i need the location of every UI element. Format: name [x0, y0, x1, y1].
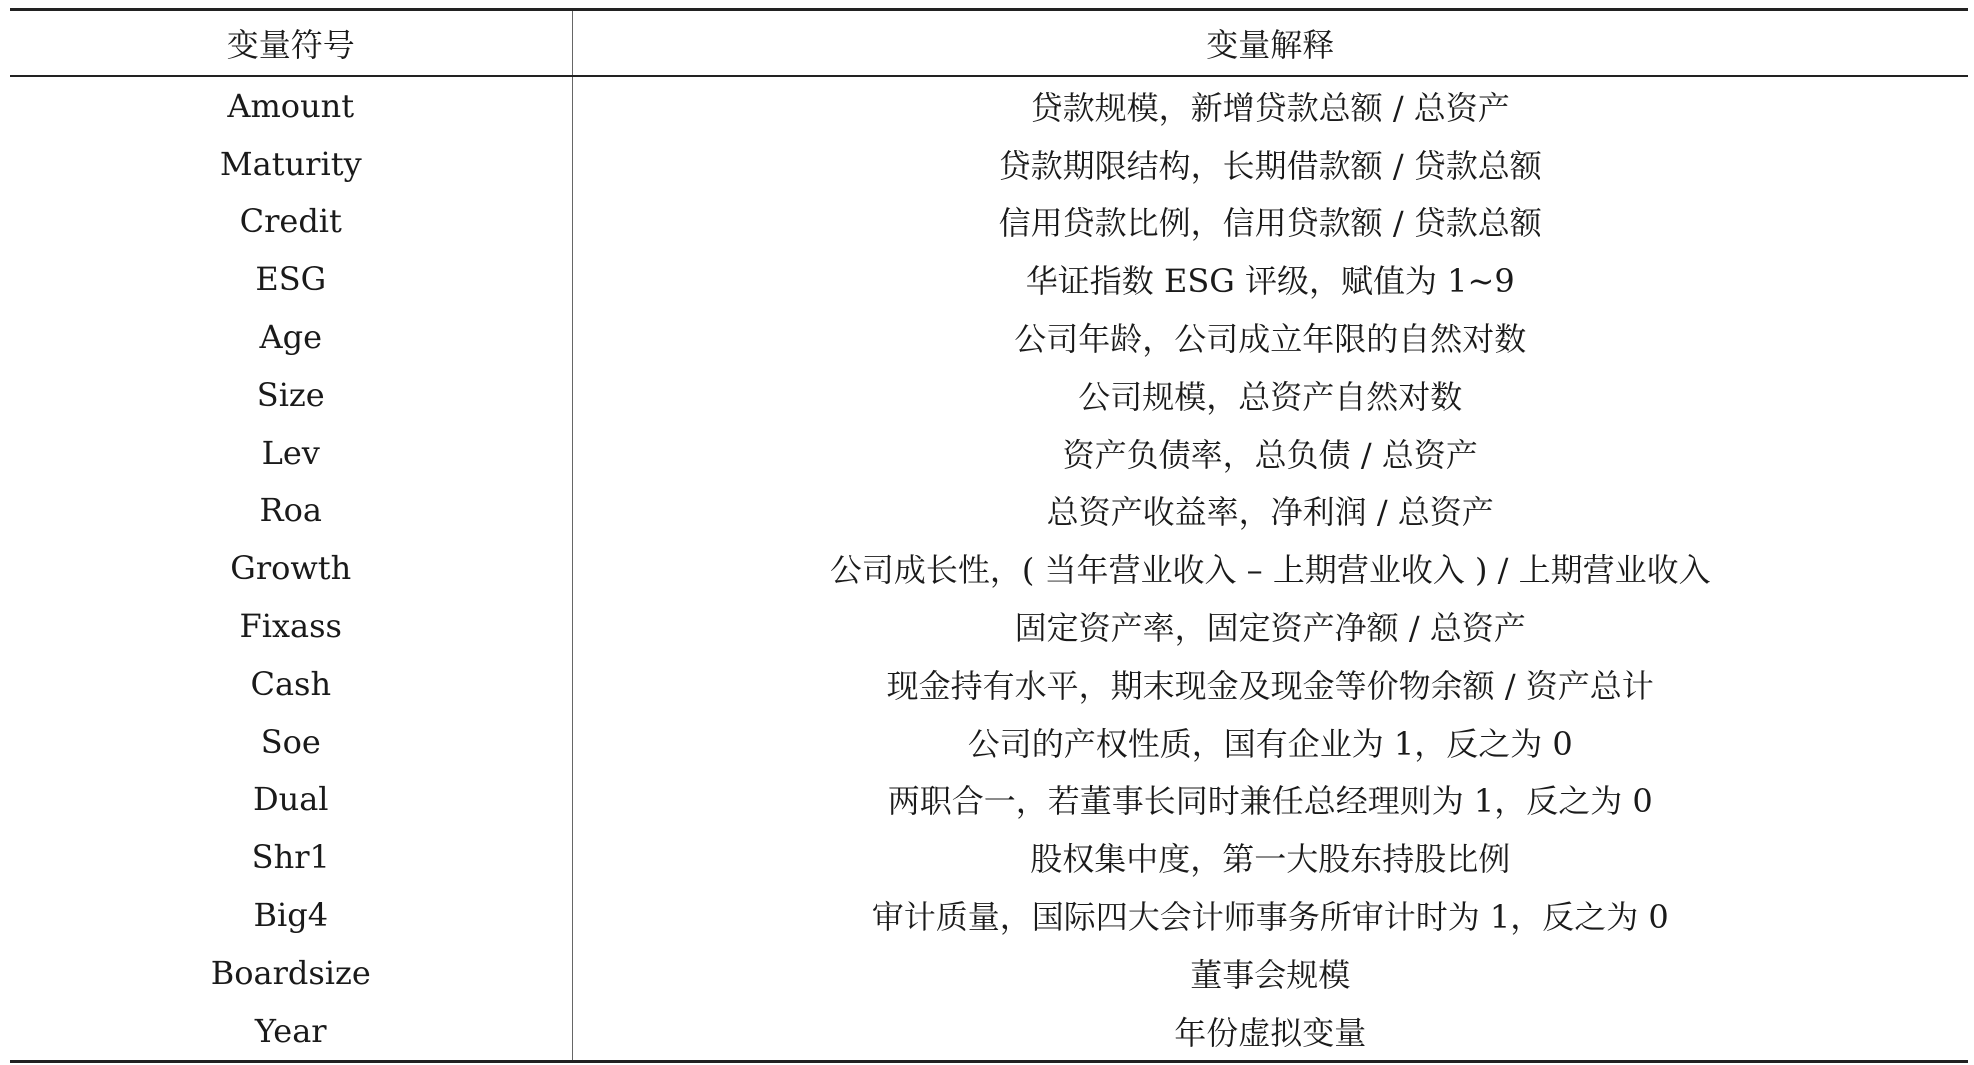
table-row: [10, 944, 1968, 1002]
cell-explanation: 华证指数 ESG 评级，赋值为 1~9: [1025, 262, 1515, 301]
cell-explanation: 固定资产率，固定资产净额 / 总资产: [1014, 609, 1526, 648]
table-row: [10, 76, 1968, 135]
table-row: [10, 771, 1968, 829]
cell-explanation: 公司的产权性质，国有企业为 1，反之为 0: [967, 724, 1573, 763]
cell-symbol: Shr1: [10, 828, 572, 886]
table-row: [10, 366, 1968, 424]
table-row: [10, 135, 1968, 193]
table-row: [10, 828, 1968, 886]
cell-explanation: 审计质量，国际四大会计师事务所审计时为 1，反之为 0: [871, 898, 1669, 937]
table-row: [10, 482, 1968, 540]
cell-explanation: 公司规模，总资产自然对数: [1078, 377, 1463, 416]
cell-symbol: Credit: [10, 193, 572, 251]
cell-symbol: Boardsize: [10, 944, 572, 1002]
cell-symbol: Big4: [10, 886, 572, 944]
cell-symbol: Maturity: [10, 135, 572, 193]
table-row: [10, 308, 1968, 366]
cell-explanation: 资产负债率，总负债 / 总资产: [1062, 435, 1478, 474]
cell-symbol: Dual: [10, 771, 572, 829]
table-row: [10, 597, 1968, 655]
header-row: [10, 10, 1968, 77]
cell-symbol: Lev: [10, 424, 572, 482]
cell-explanation: 年份虚拟变量: [572, 1002, 1968, 1061]
cell-symbol: Age: [10, 308, 572, 366]
cell-symbol: Growth: [10, 539, 572, 597]
table-body: [10, 76, 1968, 1061]
table-header: [10, 10, 1968, 77]
cell-explanation: 股权集中度，第一大股东持股比例: [1030, 840, 1511, 879]
table-row: [10, 539, 1968, 597]
table-row: [10, 886, 1968, 944]
cell-explanation: 两职合一，若董事长同时兼任总经理则为 1，反之为 0: [887, 782, 1653, 821]
cell-symbol: Soe: [10, 713, 572, 771]
table-row: [10, 193, 1968, 251]
cell-explanation: 贷款期限结构，长期借款额 / 贷款总额: [998, 146, 1542, 185]
cell-explanation: 董事会规模: [1190, 955, 1351, 994]
cell-symbol: Fixass: [10, 597, 572, 655]
table-row: [10, 1002, 1968, 1061]
variable-definition-table: [10, 8, 1968, 1063]
header-explanation: 变量解释: [572, 10, 1968, 77]
cell-symbol: Size: [10, 366, 572, 424]
table-row: [10, 655, 1968, 713]
cell-explanation: 信用贷款比例，信用贷款额 / 贷款总额: [998, 204, 1542, 243]
cell-explanation: 现金持有水平，期末现金及现金等价物余额 / 资产总计: [886, 666, 1654, 705]
cell-symbol: Amount: [10, 76, 572, 135]
cell-explanation: 总资产收益率，净利润 / 总资产: [1046, 493, 1494, 532]
cell-symbol: ESG: [10, 250, 572, 308]
cell-symbol: Cash: [10, 655, 572, 713]
cell-symbol: Roa: [10, 482, 572, 540]
table-row: [10, 713, 1968, 771]
cell-explanation: 贷款规模，新增贷款总额 / 总资产: [1030, 88, 1510, 127]
cell-explanation: 公司成长性，( 当年营业收入 – 上期营业收入 ) / 上期营业收入: [829, 551, 1711, 590]
table-row: [10, 424, 1968, 482]
header-symbol: 变量符号: [10, 10, 572, 77]
cell-explanation: 公司年龄，公司成立年限的自然对数: [1014, 320, 1527, 359]
variable-table-container: [10, 8, 1968, 1063]
cell-symbol: Year: [10, 1002, 572, 1061]
table-row: [10, 250, 1968, 308]
